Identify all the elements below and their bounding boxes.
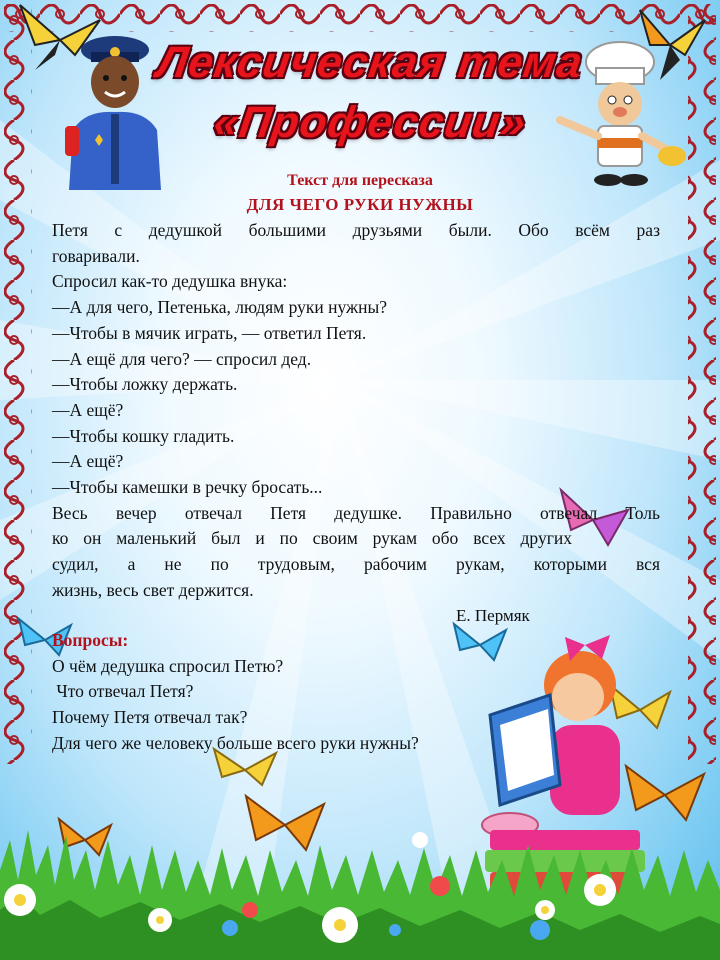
page-title-line2: «Профессии» (210, 98, 530, 147)
story-line: говаривали. (52, 245, 140, 266)
story-line: —Чтобы в мячик играть, — ответил Петя. (52, 322, 367, 343)
story-line: —Чтобы кошку гладить. (52, 425, 235, 446)
story-line: —Чтобы ложку держать. (52, 374, 238, 395)
story-line: —Чтобы камешки в речку бросать... (52, 477, 323, 498)
subtitle: Текст для пересказа (287, 172, 433, 189)
story-line: Весь вечер отвечал Петя дедушке. Правильно отвечал Толь (52, 502, 660, 523)
story-line: —А ещё для чего? — спросил дед. (52, 348, 312, 369)
story-line: жизнь, весь свет держится. (52, 579, 254, 600)
page-title-line1: Лексическая тема (154, 38, 586, 87)
story-text (52, 218, 660, 604)
story-line: —А для чего, Петенька, людям руки нужны? (52, 297, 388, 318)
question-item: Почему Петя отвечал так? (52, 707, 248, 728)
story-line: —А ещё? (52, 399, 124, 420)
question-item: Что отвечал Петя? (52, 681, 194, 702)
question-item: О чём дедушка спросил Петю? (52, 655, 284, 676)
questions-heading: Вопросы: (52, 630, 129, 650)
story-line: Спросил как-то дедушка внука: (52, 271, 288, 292)
story-line: судил, а не по трудовым, рабочим рукам, которыми вся (52, 554, 660, 575)
story-title: ДЛЯ ЧЕГО РУКИ НУЖНЫ (246, 195, 474, 214)
story-line: ко он маленький был и по своим рукам обо всех других (52, 528, 572, 549)
author: Е. Пермяк (456, 606, 530, 625)
questions-block (52, 628, 532, 757)
question-item: Для чего же человеку больше всего руки нужны? (52, 732, 419, 753)
story-line: Петя с дедушкой большими друзьями были. Обо всём раз (52, 220, 660, 240)
grass-flowers-decoration (0, 800, 720, 960)
story-line: —А ещё? (52, 451, 124, 472)
